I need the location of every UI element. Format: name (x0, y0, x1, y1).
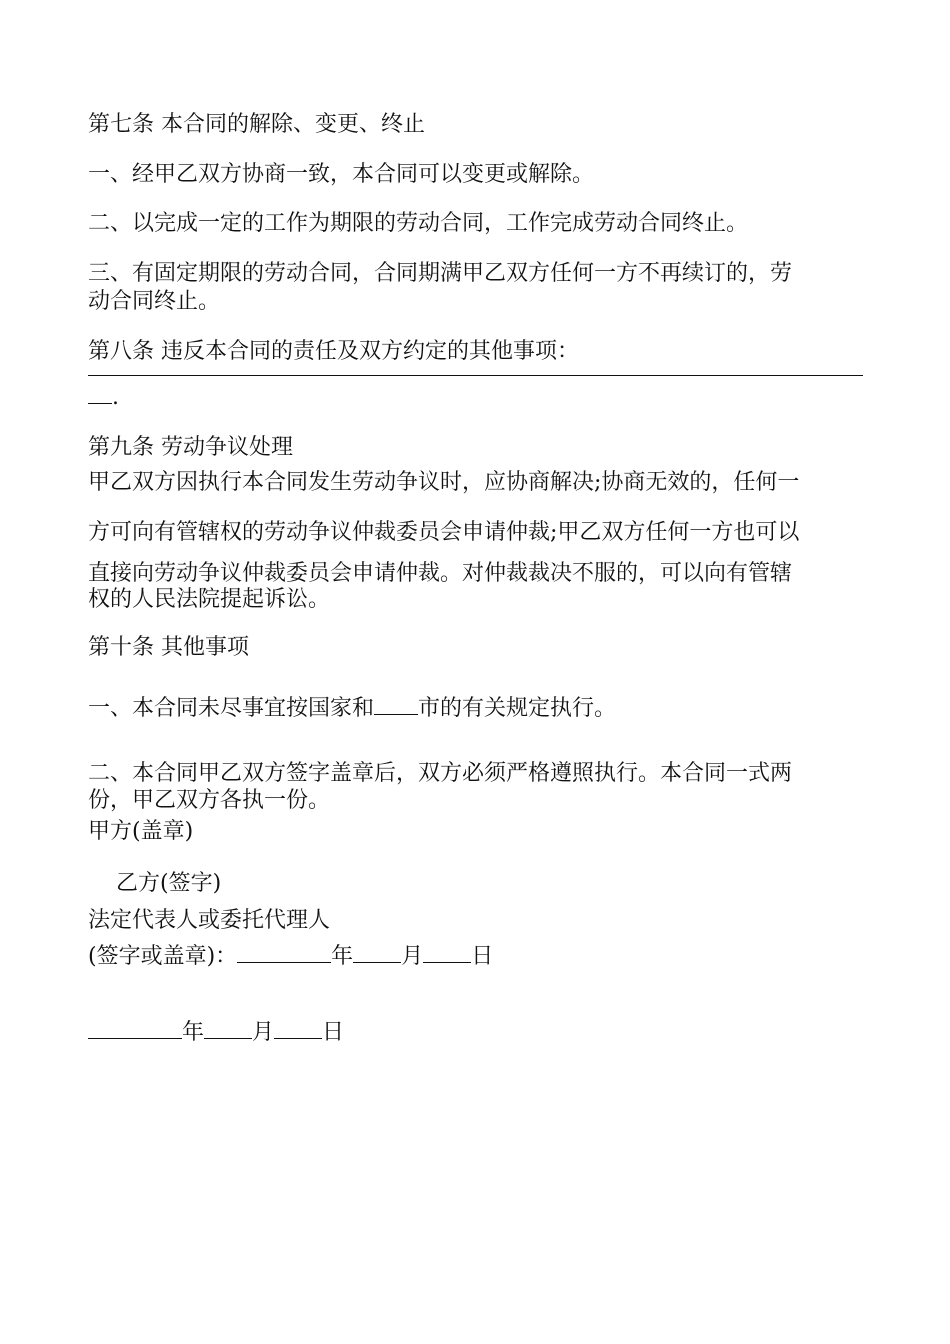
article-10-title: 第十条 其他事项 (88, 635, 249, 660)
year-blank (88, 1020, 182, 1039)
article-10-clause-2-line-2: 份，甲乙双方各执一份。 (88, 788, 331, 813)
article-8-title: 第八条 违反本合同的责任及双方约定的其他事项： (88, 339, 579, 364)
day-label: 日 (471, 944, 494, 969)
party-b-date (88, 1019, 863, 1047)
article-8-end-mark: . (112, 385, 119, 410)
article-7-clause-1: 一、经甲乙双方协商一致，本合同可以变更或解除。 (88, 162, 595, 187)
article-9-line-1: 甲乙双方因执行本合同发生劳动争议时，应协商解决;协商无效的，任何一 (88, 470, 800, 495)
month-blank (204, 1020, 252, 1039)
article-7-clause-2: 二、以完成一定的工作为期限的劳动合同，工作完成劳动合同终止。 (88, 211, 749, 236)
day-label: 日 (322, 1020, 345, 1045)
year-blank (237, 944, 331, 963)
article-9-line-2: 方可向有管辖权的劳动争议仲裁委员会申请仲裁;甲乙双方任何一方也可以 (88, 520, 800, 545)
article-8-fill-line (88, 375, 863, 376)
article-7-title: 第七条 本合同的解除、变更、终止 (88, 112, 425, 137)
day-blank (274, 1020, 322, 1039)
month-label: 月 (401, 944, 424, 969)
article-8-fill-line-end (88, 384, 863, 412)
article-10-clause-2-line-1: 二、本合同甲乙双方签字盖章后，双方必须严格遵照执行。本合同一式两 (88, 761, 793, 786)
city-blank (374, 696, 418, 715)
representative-signature-label: (签字或盖章)： (88, 944, 238, 969)
party-b-sign-label: 乙方(签字) (116, 871, 222, 896)
month-blank (353, 944, 401, 963)
article-9-title: 第九条 劳动争议处理 (88, 435, 293, 460)
month-label: 月 (252, 1020, 275, 1045)
year-label: 年 (331, 944, 354, 969)
party-a-seal-label: 甲方(盖章) (88, 819, 194, 844)
legal-representative-label: 法定代表人或委托代理人 (88, 908, 331, 933)
article-7-clause-3-line-2: 动合同终止。 (88, 289, 221, 314)
article-8-fill-blank (88, 385, 112, 404)
article-10-clause-1 (88, 695, 863, 723)
article-10-clause-1-pre: 一、本合同未尽事宜按国家和 (88, 696, 375, 721)
article-7-clause-3-line-1: 三、有固定期限的劳动合同，合同期满甲乙双方任何一方不再续订的，劳 (88, 261, 793, 286)
article-9-line-3: 直接向劳动争议仲裁委员会申请仲裁。对仲裁裁决不服的，可以向有管辖 (88, 561, 793, 586)
article-9-line-4: 权的人民法院提起诉讼。 (88, 587, 331, 612)
article-10-clause-1-post: 市的有关规定执行。 (418, 696, 617, 721)
representative-signature-date (88, 943, 863, 971)
year-label: 年 (182, 1020, 205, 1045)
day-blank (423, 944, 471, 963)
